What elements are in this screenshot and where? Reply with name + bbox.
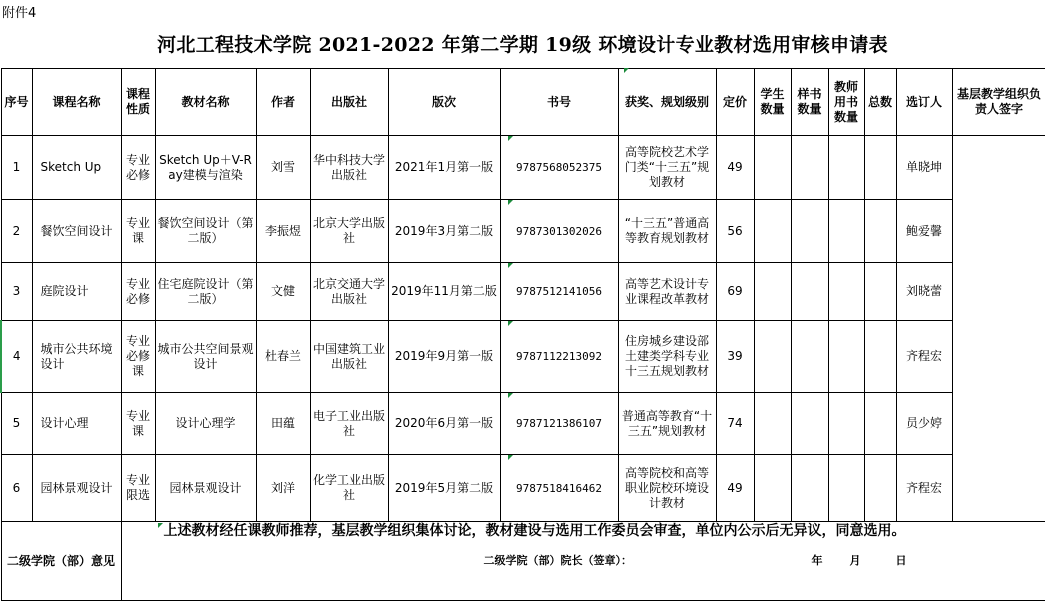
price: 56 [716, 200, 754, 263]
row-number: 3 [1, 263, 32, 321]
price: 69 [716, 263, 754, 321]
textbook-table [0, 68, 1045, 601]
student-count [754, 321, 791, 393]
isbn: 9787518416462 [500, 455, 618, 522]
cell-marker [508, 321, 513, 326]
signature-cell [952, 136, 1045, 522]
orderer: 齐程宏 [896, 321, 952, 393]
header-cell: 选订人 [896, 69, 952, 136]
course-name: 庭院设计 [32, 263, 121, 321]
edition: 2019年11月第二版 [388, 263, 500, 321]
price: 49 [716, 455, 754, 522]
row-number: 6 [1, 455, 32, 522]
sample-count [791, 455, 828, 522]
teacher-count [828, 136, 864, 200]
award-level: 高等艺术设计专业课程改革教材 [618, 263, 716, 321]
cell-marker [508, 136, 513, 141]
header-cell: 课程名称 [32, 69, 121, 136]
header-cell: 总数 [864, 69, 896, 136]
edition: 2019年9月第一版 [388, 321, 500, 393]
orderer: 齐程宏 [896, 455, 952, 522]
cell-marker [158, 523, 163, 528]
student-count [754, 136, 791, 200]
header-cell: 课程性质 [121, 69, 155, 136]
textbook-name: 餐饮空间设计（第二版） [155, 200, 256, 263]
author: 文健 [256, 263, 310, 321]
opinion-signature-line [136, 553, 1040, 569]
teacher-count [828, 455, 864, 522]
course-name: 城市公共环境设计 [32, 321, 121, 393]
opinion-text: 上述教材经任课教师推荐，基层教学组织集体讨论，教材建设与选用工作委员会审查，单位内公示后无异议，同意选用。 [163, 523, 906, 539]
day-label: 日 [895, 554, 907, 567]
price: 74 [716, 393, 754, 455]
table-row [1, 136, 1045, 200]
author: 杜春兰 [256, 321, 310, 393]
teacher-count [828, 263, 864, 321]
author: 刘雪 [256, 136, 310, 200]
award-level: 高等院校和高等职业院校环境设计教材 [618, 455, 716, 522]
publisher: 北京大学出版社 [310, 200, 388, 263]
orderer: 刘晓蕾 [896, 263, 952, 321]
publisher: 电子工业出版社 [310, 393, 388, 455]
year-label: 年 [811, 554, 823, 567]
page-title: 河北工程技术学院 2021-2022 年第二学期 19级 环境设计专业教材选用审核申请表 [157, 34, 888, 56]
course-name: 园林景观设计 [32, 455, 121, 522]
cell-marker [624, 68, 629, 73]
row-number: 5 [1, 393, 32, 455]
signature-label: 二级学院（部）院长（签章）： [483, 554, 632, 567]
course-nature: 专业课 [121, 200, 155, 263]
course-nature: 专业课 [121, 393, 155, 455]
course-nature: 专业必修 [121, 136, 155, 200]
course-name: Sketch Up [32, 136, 121, 200]
student-count [754, 200, 791, 263]
course-name: 餐饮空间设计 [32, 200, 121, 263]
orderer: 单晓坤 [896, 136, 952, 200]
table-row [1, 455, 1045, 522]
header-cell: 作者 [256, 69, 310, 136]
sample-count [791, 321, 828, 393]
textbook-name: 园林景观设计 [155, 455, 256, 522]
price: 49 [716, 136, 754, 200]
opinion-row [1, 522, 1045, 601]
author: 刘洋 [256, 455, 310, 522]
header-cell: 获奖、规划级别 [618, 69, 716, 136]
table-row [1, 393, 1045, 455]
attachment-label: 附件4 [2, 6, 37, 21]
header-row [1, 69, 1045, 136]
opinion-label: 二级学院（部）意见 [1, 522, 121, 601]
table-row [1, 263, 1045, 321]
total-count [864, 321, 896, 393]
month-label: 月 [849, 554, 861, 567]
publisher: 中国建筑工业出版社 [310, 321, 388, 393]
publisher: 华中科技大学出版社 [310, 136, 388, 200]
award-level: 高等院校艺术学门类“十三五”规划教材 [618, 136, 716, 200]
textbook-name: 住宅庭院设计（第二版） [155, 263, 256, 321]
award-level: “十三五”普通高等教育规划教材 [618, 200, 716, 263]
total-count [864, 136, 896, 200]
header-cell: 教师用书数量 [828, 69, 864, 136]
course-name: 设计心理 [32, 393, 121, 455]
edition: 2020年6月第一版 [388, 393, 500, 455]
header-cell: 教材名称 [155, 69, 256, 136]
header-cell: 基层教学组织负责人签字 [952, 69, 1045, 136]
opinion-cell [121, 522, 1045, 601]
sample-count [791, 263, 828, 321]
orderer: 鲍爱馨 [896, 200, 952, 263]
row-number: 1 [1, 136, 32, 200]
student-count [754, 393, 791, 455]
course-nature: 专业必修 [121, 263, 155, 321]
header-cell: 出版社 [310, 69, 388, 136]
header-cell: 版次 [388, 69, 500, 136]
textbook-name: Sketch Up＋V-Ray建模与渲染 [155, 136, 256, 200]
table-row [1, 321, 1045, 393]
header-cell: 定价 [716, 69, 754, 136]
total-count [864, 200, 896, 263]
cell-marker [508, 200, 513, 205]
author: 田蕴 [256, 393, 310, 455]
teacher-count [828, 393, 864, 455]
table-row [1, 200, 1045, 263]
sample-count [791, 200, 828, 263]
edition: 2019年3月第二版 [388, 200, 500, 263]
header-cell: 书号 [500, 69, 618, 136]
sample-count [791, 393, 828, 455]
edition: 2019年5月第二版 [388, 455, 500, 522]
isbn: 9787512141056 [500, 263, 618, 321]
publisher: 化学工业出版社 [310, 455, 388, 522]
publisher: 北京交通大学出版社 [310, 263, 388, 321]
price: 39 [716, 321, 754, 393]
cell-marker [508, 263, 513, 268]
orderer: 员少婷 [896, 393, 952, 455]
total-count [864, 263, 896, 321]
cell-marker [508, 393, 513, 398]
row-number: 2 [1, 200, 32, 263]
row-number: 4 [1, 321, 32, 393]
course-nature: 专业限选 [121, 455, 155, 522]
award-level: 住房城乡建设部土建类学科专业十三五规划教材 [618, 321, 716, 393]
author: 李振煜 [256, 200, 310, 263]
cell-marker [508, 455, 513, 460]
sample-count [791, 136, 828, 200]
textbook-name: 城市公共空间景观设计 [155, 321, 256, 393]
isbn: 9787121386107 [500, 393, 618, 455]
header-cell: 序号 [1, 69, 32, 136]
teacher-count [828, 200, 864, 263]
teacher-count [828, 321, 864, 393]
edition: 2021年1月第一版 [388, 136, 500, 200]
isbn: 9787112213092 [500, 321, 618, 393]
award-level: 普通高等教育“十三五”规划教材 [618, 393, 716, 455]
header-cell: 样书数量 [791, 69, 828, 136]
isbn: 9787568052375 [500, 136, 618, 200]
header-cell: 学生数量 [754, 69, 791, 136]
total-count [864, 455, 896, 522]
course-nature: 专业必修课 [121, 321, 155, 393]
isbn: 9787301302026 [500, 200, 618, 263]
student-count [754, 455, 791, 522]
textbook-name: 设计心理学 [155, 393, 256, 455]
total-count [864, 393, 896, 455]
student-count [754, 263, 791, 321]
